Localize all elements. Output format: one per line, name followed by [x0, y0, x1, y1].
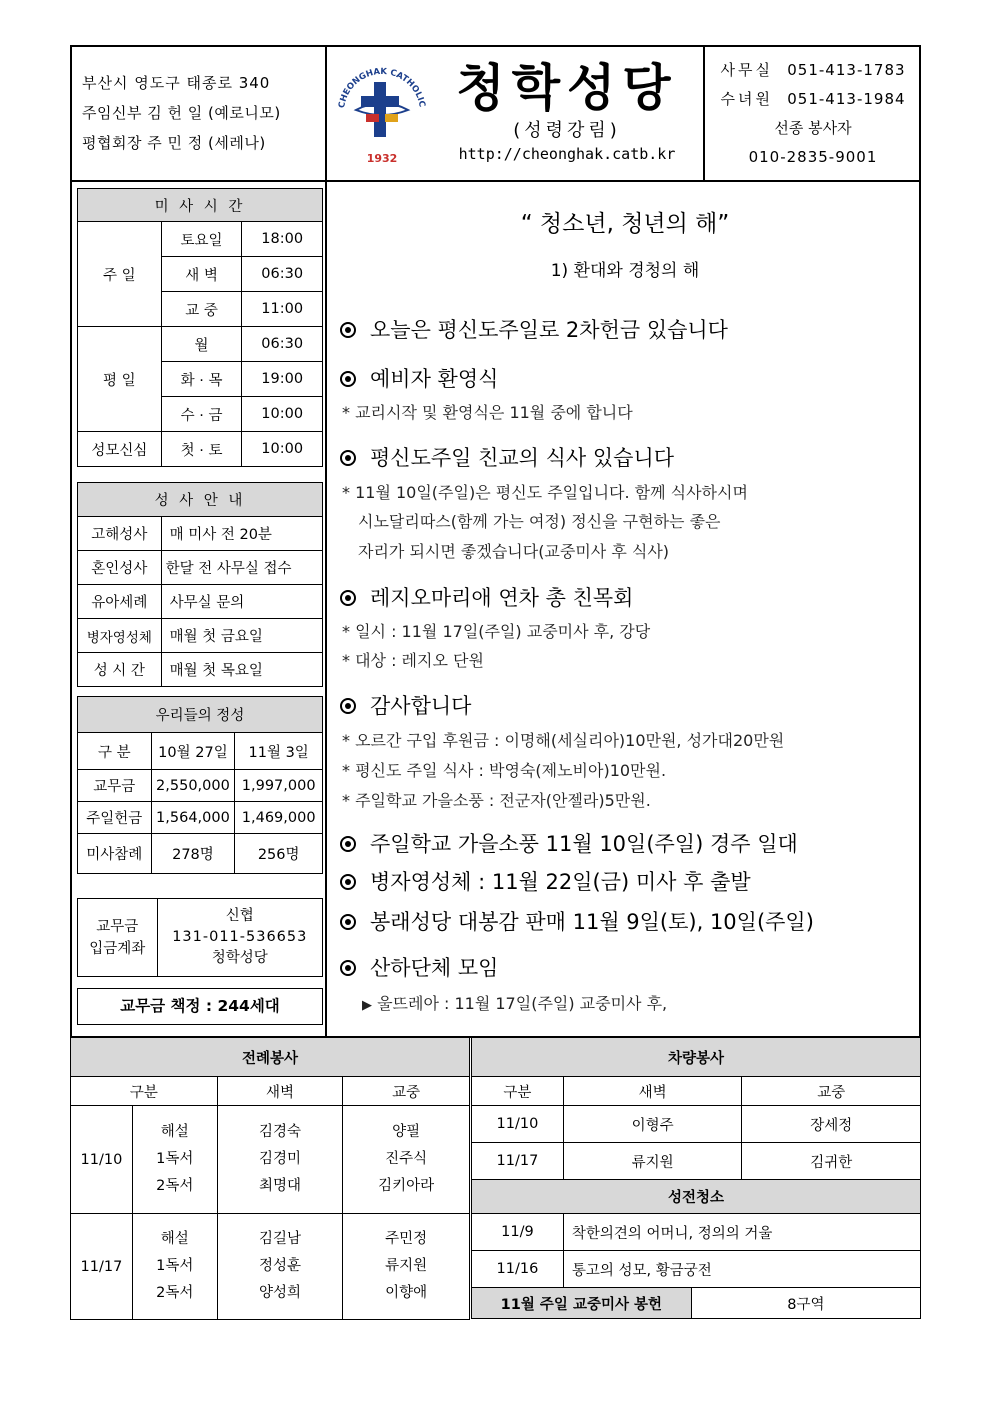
- sacrament-name: 성 시 간: [78, 653, 162, 687]
- announcement-text: 레지오마리애 연차 총 친목회: [370, 586, 634, 610]
- announcement-heading: [340, 952, 498, 982]
- bullet-icon: [340, 698, 356, 714]
- liturgy-role: 1독서: [156, 1151, 194, 1167]
- offering-table: [77, 696, 323, 874]
- announcement-heading: [340, 906, 814, 936]
- marian-label: 성모신심: [78, 432, 162, 467]
- church-address: 부산시 영도구 태종로 340: [82, 74, 271, 92]
- announcement-note: 시노달리따스(함께 가는 여정) 정신을 구현하는 좋은: [358, 512, 721, 531]
- liturgy-person: 김경숙: [258, 1124, 301, 1140]
- liturgy-person: 양필: [392, 1124, 421, 1140]
- cleaning-title: 성전청소: [472, 1180, 921, 1214]
- offering-value: 1,564,000: [151, 802, 235, 834]
- bullet-icon: [340, 874, 356, 890]
- announcement-note: [362, 991, 667, 1014]
- yearly-theme-sub: 1) 환대와 경청의 해: [550, 261, 700, 281]
- dues-box: 교무금 책정 : 244세대: [77, 988, 323, 1025]
- offering-value: 2,550,000: [151, 770, 235, 802]
- announcement-heading: [340, 442, 674, 472]
- sacrament-info: 매월 첫 목요일: [161, 653, 322, 687]
- mass-time: 06:30: [242, 257, 323, 292]
- mass-time: 10:00: [242, 432, 323, 467]
- office-phone: 051-413-1783: [787, 61, 906, 79]
- liturgy-role: 2독서: [156, 1285, 194, 1301]
- bullet-icon: [340, 450, 356, 466]
- sacrament-info: 사무실 문의: [161, 585, 322, 619]
- header-divider-left: [325, 45, 327, 182]
- sacrament-name: 고해성사: [78, 517, 162, 551]
- announcement-heading: [340, 582, 633, 612]
- liturgy-person: 김길남: [258, 1231, 301, 1247]
- mass-time: 18:00: [242, 222, 323, 257]
- church-url[interactable]: http://cheonghak.catb.kr: [458, 145, 676, 163]
- liturgy-person: 류지원: [385, 1258, 428, 1274]
- church-logo: [330, 52, 435, 172]
- offertory-label: 11월 주일 교중미사 봉헌: [472, 1288, 692, 1319]
- liturgy-role: 해설: [160, 1231, 189, 1247]
- liturgy-person: 최명대: [258, 1178, 301, 1194]
- account-label: [78, 899, 158, 977]
- offering-label: 교무금: [78, 770, 152, 802]
- logo-emblem-icon: [330, 52, 435, 172]
- liturgy-person: 주민정: [385, 1231, 428, 1247]
- account-holder: 청학성당: [211, 950, 268, 966]
- cleaning-group: 착한의견의 어머니, 정의의 거울: [563, 1214, 920, 1251]
- bullet-icon: [340, 371, 356, 387]
- account-number[interactable]: 131-011-536653: [172, 929, 308, 945]
- sacraments-title: 성 사 안 내: [78, 483, 323, 517]
- announcement-text: 평신도주일 친교의 식사 있습니다: [370, 446, 675, 470]
- sacrament-name: 혼인성사: [78, 551, 162, 585]
- mass-times-title: 미 사 시 간: [78, 189, 323, 222]
- offering-title: 우리들의 정성: [78, 697, 323, 733]
- liturgy-role: 1독서: [156, 1258, 194, 1274]
- account-table: [77, 898, 323, 977]
- sacrament-info: 한달 전 사무실 접수: [161, 551, 322, 585]
- announcement-note: * 대상 : 레지오 단원: [342, 651, 484, 670]
- bullet-icon: [340, 590, 356, 606]
- mass-time: 11:00: [242, 292, 323, 327]
- mass-day: 첫 · 토: [161, 432, 242, 467]
- bullet-icon: [340, 836, 356, 852]
- sacrament-name: 병자영성체: [78, 619, 162, 653]
- weekday-label: 평 일: [78, 327, 162, 432]
- office-label: 사무실: [720, 61, 773, 79]
- liturgy-role: 해설: [160, 1124, 189, 1140]
- liturgy-person: 김키아라: [378, 1178, 435, 1194]
- mass-day: 월: [161, 327, 242, 362]
- liturgy-person: 정성훈: [258, 1258, 301, 1274]
- vehicle-date: 11/17: [472, 1143, 564, 1180]
- cleaning-date: 11/16: [472, 1251, 564, 1288]
- vehicle-date: 11/10: [472, 1106, 564, 1143]
- announcement-note: * 평신도 주일 식사 : 박영숙(제노비아)10만원.: [342, 761, 667, 780]
- church-subtitle: (성령강림): [513, 120, 621, 141]
- liturgy-person: 이향애: [385, 1285, 428, 1301]
- liturgy-date: 11/17: [71, 1214, 133, 1320]
- announcement-text: 산하단체 모임: [370, 956, 499, 980]
- mass-day: 새 벽: [161, 257, 242, 292]
- contact-info: [708, 56, 918, 172]
- liturgy-date: 11/10: [71, 1106, 133, 1214]
- liturgy-roles: [132, 1214, 217, 1320]
- announcement-note: * 일시 : 11월 17일(주일) 교중미사 후, 강당: [342, 622, 651, 641]
- volunteer-label: 선종 봉사자: [774, 119, 852, 137]
- convent-contact: [708, 85, 918, 114]
- liturgy-dawn: [217, 1106, 343, 1214]
- body-divider: [325, 180, 327, 1038]
- logo-year: 1932: [366, 152, 398, 165]
- mass-day: 수 · 금: [161, 397, 242, 432]
- announcement-heading: [340, 866, 751, 896]
- yearly-theme: “ 청소년, 청년의 해”: [520, 211, 730, 237]
- sacrament-name: 유아세례: [78, 585, 162, 619]
- liturgy-head: 새벽: [217, 1077, 343, 1106]
- sunday-label: 주 일: [78, 222, 162, 327]
- liturgy-main: [343, 1106, 470, 1214]
- mass-day: 화 · 목: [161, 362, 242, 397]
- header-info: [82, 68, 322, 158]
- mass-times-table: [77, 188, 323, 467]
- convent-phone: 051-413-1984: [787, 90, 906, 108]
- announcement-text: 오늘은 평신도주일로 2차헌금 있습니다: [370, 318, 728, 342]
- logo-arc-text: CHEONGHAK CATHOLIC: [337, 66, 427, 109]
- offering-head: 11월 3일: [235, 733, 323, 770]
- header-divider-right: [703, 45, 705, 182]
- vehicle-person: 이형주: [563, 1106, 742, 1143]
- church-title: 청학성당: [456, 59, 678, 117]
- offering-head: 10월 27일: [151, 733, 235, 770]
- mass-day: 토요일: [161, 222, 242, 257]
- cleaning-table: [471, 1213, 921, 1319]
- sacrament-info: 매월 첫 금요일: [161, 619, 322, 653]
- vehicle-table: [471, 1037, 921, 1214]
- vehicle-person: 김귀한: [742, 1143, 921, 1180]
- liturgy-main: [343, 1214, 470, 1320]
- bullet-icon: [340, 322, 356, 338]
- announcement-note: * 주일학교 가을소풍 : 전군자(안젤라)5만원.: [342, 791, 651, 810]
- announcement-text: 주일학교 가을소풍 11월 10일(주일) 경주 일대: [370, 832, 798, 856]
- cleaning-group: 통고의 성모, 황금궁전: [563, 1251, 920, 1288]
- mass-day: 교 중: [161, 292, 242, 327]
- council-president: 평협회장 주 민 정 (세레나): [82, 134, 266, 152]
- sacraments-table: [77, 482, 323, 687]
- liturgy-table: [70, 1037, 470, 1320]
- mass-time: 19:00: [242, 362, 323, 397]
- triangle-right-icon: ▶: [362, 998, 372, 1013]
- announcement-text: 봉래성당 대봉감 판매 11월 9일(토), 10일(주일): [370, 910, 814, 934]
- sacrament-info: 매 미사 전 20분: [161, 517, 322, 551]
- liturgy-dawn: [217, 1214, 343, 1320]
- volunteer-phone: 010-2835-9001: [748, 148, 878, 166]
- vehicle-title: 차량봉사: [472, 1038, 921, 1077]
- offering-label: 미사참례: [78, 834, 152, 874]
- cleaning-date: 11/9: [472, 1214, 564, 1251]
- liturgy-roles: [132, 1106, 217, 1214]
- vehicle-head: 구분: [472, 1077, 564, 1106]
- pastor-name: 주임신부 김 헌 일 (예로니모): [82, 104, 281, 122]
- vehicle-person: 류지원: [563, 1143, 742, 1180]
- vehicle-head: 새벽: [563, 1077, 742, 1106]
- mass-time: 10:00: [242, 397, 323, 432]
- announcement-text: 감사합니다: [370, 694, 472, 718]
- liturgy-title: 전례봉사: [71, 1038, 470, 1077]
- vehicle-person: 장세정: [742, 1106, 921, 1143]
- convent-label: 수녀원: [720, 90, 773, 108]
- announcement-note: * 교리시작 및 환영식은 11월 중에 합니다: [342, 403, 633, 422]
- liturgy-head: 구분: [71, 1077, 218, 1106]
- liturgy-person: 김경미: [258, 1151, 301, 1167]
- announcement-heading: [340, 314, 728, 344]
- announcement-heading: [340, 690, 471, 720]
- offering-value: 1,997,000: [235, 770, 323, 802]
- announcement-note: * 11월 10일(주일)은 평신도 주일입니다. 함께 식사하시며: [342, 483, 748, 502]
- announcement-text: 병자영성체 : 11월 22일(금) 미사 후 출발: [370, 870, 751, 894]
- announcement-note: * 오르간 구입 후원금 : 이명해(세실리아)10만원, 성가대20만원: [342, 731, 785, 750]
- account-details: [157, 899, 322, 977]
- offering-value: 256명: [235, 834, 323, 874]
- announcement-heading: [340, 828, 798, 858]
- liturgy-head: 교중: [343, 1077, 470, 1106]
- liturgy-person: 진주식: [385, 1151, 428, 1167]
- bullet-icon: [340, 914, 356, 930]
- offering-value: 1,469,000: [235, 802, 323, 834]
- account-label-2: 입금계좌: [89, 940, 146, 957]
- office-contact: [708, 56, 918, 85]
- offering-head: 구 분: [78, 733, 152, 770]
- announcement-text: 예비자 환영식: [370, 367, 499, 391]
- liturgy-role: 2독서: [156, 1178, 194, 1194]
- account-bank: 신협: [225, 908, 254, 924]
- offering-label: 주일헌금: [78, 802, 152, 834]
- mass-time: 06:30: [242, 327, 323, 362]
- liturgy-person: 양성희: [258, 1285, 301, 1301]
- announcement-heading: [340, 363, 498, 393]
- offering-value: 278명: [151, 834, 235, 874]
- account-label-1: 교무금: [96, 918, 139, 935]
- announcement-note-text: 울뜨레아 : 11월 17일(주일) 교중미사 후,: [377, 994, 668, 1013]
- offertory-value: 8구역: [691, 1288, 920, 1319]
- vehicle-head: 교중: [742, 1077, 921, 1106]
- announcement-note: 자리가 되시면 좋겠습니다(교중미사 후 식사): [358, 542, 670, 561]
- bullet-icon: [340, 960, 356, 976]
